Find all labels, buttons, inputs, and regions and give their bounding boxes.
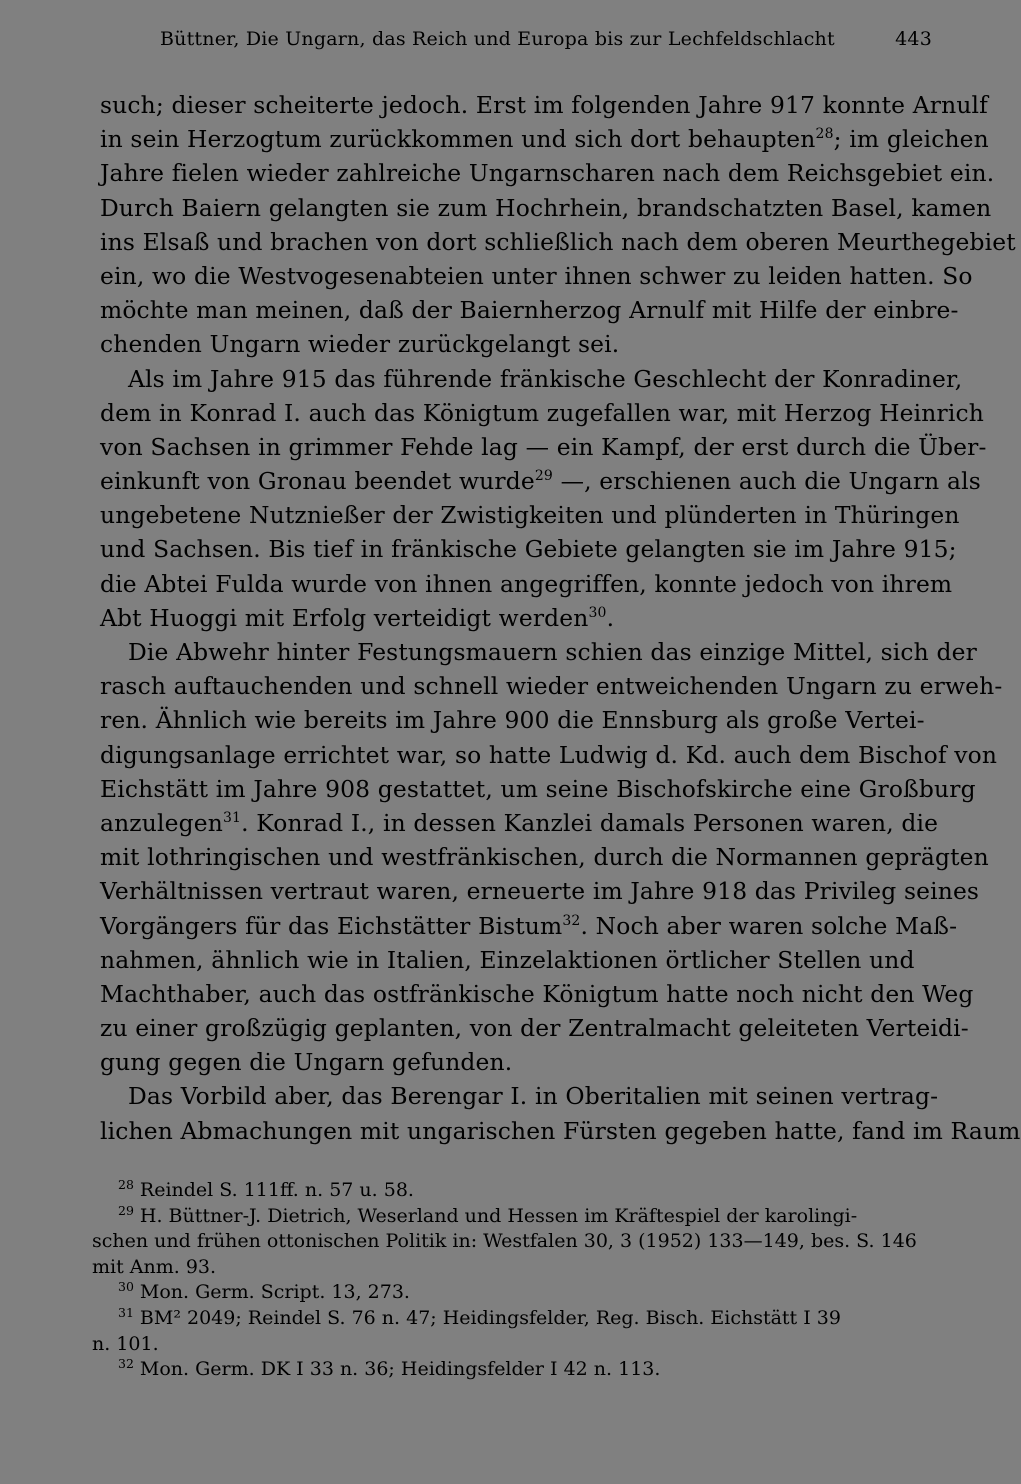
footnote-reference[interactable]: 32 bbox=[562, 912, 581, 929]
text-line bbox=[100, 567, 953, 601]
text-line-content: Machthaber, auch das ostfränkische Königtum hatte noch nicht den Weg bbox=[100, 979, 974, 1008]
text-line-content: Jahre fielen wieder zahlreiche Ungarnscharen nach dem Reichsgebiet ein. bbox=[100, 159, 995, 188]
text-line-content: von Sachsen in grimmer Fehde lag — ein Kampf, der erst durch die Über- bbox=[100, 432, 987, 461]
text-line-content: . Noch aber waren solche Maß- bbox=[580, 911, 958, 940]
page-number: 443 bbox=[895, 28, 932, 50]
footnote-number: 29 bbox=[118, 1202, 134, 1218]
footnote-line bbox=[92, 1229, 922, 1255]
text-line-content: rasch auftauchenden und schnell wieder entweichenden Ungarn zu erweh- bbox=[100, 672, 1003, 701]
footnote-reference[interactable]: 29 bbox=[534, 468, 553, 485]
text-line bbox=[100, 874, 980, 908]
footnote-number: 30 bbox=[118, 1279, 134, 1295]
footnote-reference[interactable]: 30 bbox=[588, 604, 607, 621]
text-line-content: Eichstätt im Jahre 908 gestattet, um seine Bischofskirche eine Großburg bbox=[100, 774, 976, 803]
footnote-line bbox=[92, 1280, 922, 1306]
text-line bbox=[100, 943, 926, 977]
text-line-content: anzulegen bbox=[100, 808, 223, 837]
text-line bbox=[100, 738, 998, 772]
text-line-content: mit lothringischen und westfränkischen, durch die Normannen geprägten bbox=[100, 843, 989, 872]
footnote-line bbox=[92, 1255, 922, 1281]
text-line bbox=[100, 703, 926, 737]
page-header bbox=[160, 28, 932, 50]
text-line bbox=[100, 430, 987, 464]
text-line-content: —, erschienen auch die Ungarn als bbox=[552, 467, 981, 496]
text-line-content: dem in Konrad I. auch das Königtum zugefallen war, mit Herzog Heinrich bbox=[100, 398, 984, 427]
footnote-text: schen und frühen ottonischen Politik in: Westfalen 30, 3 (1952) 133—149, bes. S. 146 bbox=[92, 1230, 917, 1253]
text-line bbox=[100, 464, 981, 498]
text-line-content: Das Vorbild aber, das Berengar I. in Oberitalien mit seinen vertrag- bbox=[128, 1082, 939, 1111]
text-line-content: einkunft von Gronau beendet wurde bbox=[100, 467, 535, 496]
text-line bbox=[100, 259, 973, 293]
text-line-content: Durch Baiern gelangten sie zum Hochrhein, brandschatzten Basel, kamen bbox=[100, 193, 992, 222]
footnote-text: mit Anm. 93. bbox=[92, 1255, 217, 1278]
text-line bbox=[100, 635, 977, 669]
text-line bbox=[100, 293, 959, 327]
footnote-line bbox=[92, 1332, 922, 1358]
text-line-content: gung gegen die Ungarn gefunden. bbox=[100, 1048, 513, 1077]
text-line-content: digungsanlage errichtet war, so hatte Ludwig d. Kd. auch dem Bischof von bbox=[100, 740, 998, 769]
footnotes bbox=[92, 1178, 922, 1383]
text-line-content: ren. Ähnlich wie bereits im Jahre 900 die Ennsburg als große Vertei- bbox=[100, 706, 925, 735]
text-line-content: . bbox=[606, 603, 615, 632]
footnote-text: H. Büttner-J. Dietrich, Weserland und Hessen im Kräftespiel der karolingi- bbox=[139, 1204, 858, 1227]
text-line bbox=[100, 977, 974, 1011]
text-line-content: Als im Jahre 915 das führende fränkische Geschlecht der Konradiner, bbox=[128, 364, 963, 393]
text-line bbox=[100, 156, 995, 190]
text-line-content: möchte man meinen, daß der Baiernherzog Arnulf mit Hilfe der einbre- bbox=[100, 296, 959, 325]
text-line-content: zu einer großzügig geplanten, von der Zentralmacht geleiteten Verteidi- bbox=[100, 1014, 969, 1043]
text-line-content: such; dieser scheiterte jedoch. Erst im folgenden Jahre 917 konnte Arnulf bbox=[100, 91, 988, 119]
body-text bbox=[100, 88, 1021, 1148]
text-line bbox=[100, 88, 988, 122]
text-line-content: und Sachsen. Bis tief in fränkische Gebiete gelangten sie im Jahre 915; bbox=[100, 535, 957, 564]
text-line bbox=[100, 225, 1016, 259]
text-line bbox=[100, 669, 1003, 703]
text-line bbox=[100, 909, 958, 943]
text-line bbox=[100, 191, 992, 225]
text-line-content: nahmen, ähnlich wie in Italien, Einzelaktionen örtlicher Stellen und bbox=[100, 945, 915, 974]
text-line-content: Die Abwehr hinter Festungsmauern schien das einzige Mittel, sich der bbox=[128, 638, 977, 666]
text-line bbox=[100, 327, 926, 361]
text-line bbox=[100, 840, 989, 874]
text-line-content: ins Elsaß und brachen von dort schließlich nach dem oberen Meurthegebiet bbox=[100, 227, 1016, 256]
text-line-content: in sein Herzogtum zurückkommen und sich dort behaupten bbox=[100, 125, 816, 154]
text-line bbox=[100, 806, 939, 840]
text-line-content: ; im gleichen bbox=[833, 125, 989, 154]
text-line bbox=[100, 601, 926, 635]
text-line-content: . Konrad I., in dessen Kanzlei damals Personen waren, die bbox=[241, 808, 939, 837]
text-line-content: ungebetene Nutznießer der Zwistigkeiten und plünderten in Thüringen bbox=[100, 501, 960, 530]
footnote-line bbox=[92, 1306, 922, 1332]
text-line-content: Vorgängers für das Eichstätter Bistum bbox=[100, 911, 563, 940]
footnote-line bbox=[92, 1357, 922, 1383]
text-line-content: die Abtei Fulda wurde von ihnen angegriffen, konnte jedoch von ihrem bbox=[100, 569, 953, 598]
footnote-line bbox=[92, 1178, 922, 1204]
text-line bbox=[100, 498, 960, 532]
footnote-number: 32 bbox=[118, 1356, 134, 1372]
footnote-text: BM² 2049; Reindel S. 76 n. 47; Heidingsfelder, Reg. Bisch. Eichstätt I 39 bbox=[139, 1306, 841, 1329]
text-line-content: chenden Ungarn wieder zurückgelangt sei. bbox=[100, 330, 620, 359]
footnote-reference[interactable]: 31 bbox=[222, 809, 242, 826]
text-line bbox=[100, 1114, 1021, 1148]
text-line-content: Abt Huoggi mit Erfolg verteidigt werden bbox=[100, 603, 589, 632]
footnote-reference[interactable]: 28 bbox=[815, 126, 834, 143]
text-line bbox=[100, 1079, 939, 1113]
text-line bbox=[100, 1011, 969, 1045]
text-line-content: ein, wo die Westvogesenabteien unter ihnen schwer zu leiden hatten. So bbox=[100, 261, 973, 290]
running-title: Büttner, Die Ungarn, das Reich und Europa bis zur Lechfeldschlacht bbox=[160, 28, 835, 50]
text-line bbox=[100, 396, 984, 430]
text-line bbox=[100, 1045, 926, 1079]
footnote-text: Mon. Germ. Script. 13, 273. bbox=[139, 1281, 410, 1304]
footnote-line bbox=[92, 1204, 922, 1230]
text-line bbox=[100, 772, 976, 806]
footnote-text: Mon. Germ. DK I 33 n. 36; Heidingsfelder I 42 n. 113. bbox=[139, 1358, 661, 1381]
text-line bbox=[100, 362, 963, 396]
text-line-content: lichen Abmachungen mit ungarischen Fürsten gegeben hatte, fand im Raum bbox=[100, 1116, 1021, 1145]
footnote-text: n. 101. bbox=[92, 1332, 159, 1355]
text-line-content: Verhältnissen vertraut waren, erneuerte im Jahre 918 das Privileg seines bbox=[100, 877, 980, 906]
text-line bbox=[100, 532, 957, 566]
text-line bbox=[100, 122, 989, 156]
footnote-number: 28 bbox=[118, 1177, 134, 1192]
footnote-text: Reindel S. 111ff. n. 57 u. 58. bbox=[139, 1179, 414, 1201]
footnote-number: 31 bbox=[118, 1304, 134, 1320]
